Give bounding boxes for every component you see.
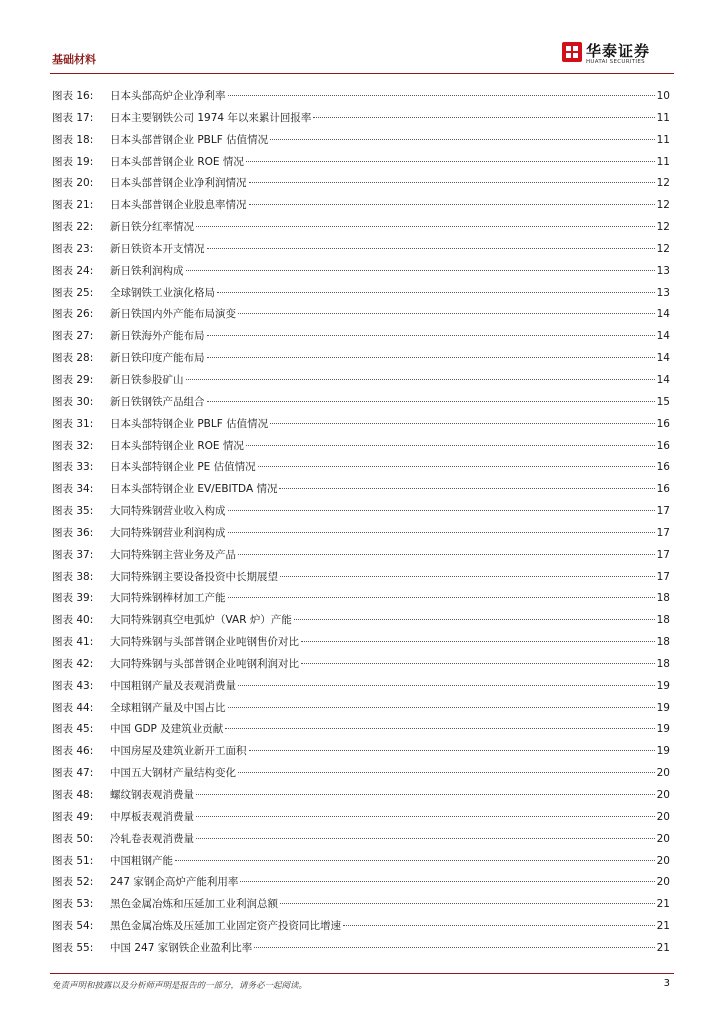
toc-entry[interactable] (52, 326, 670, 348)
toc-entry[interactable] (52, 370, 670, 392)
toc-entry-title: 大同特殊钢真空电弧炉（VAR 炉）产能 (110, 614, 292, 627)
toc-entry-number: 图表 45: (52, 723, 94, 736)
toc-entry-number: 图表 46: (52, 745, 94, 758)
toc-dot-leader (301, 641, 655, 642)
toc-entry-title: 日本头部普钢企业净利润情况 (110, 177, 247, 190)
toc-entry-number: 图表 23: (52, 242, 94, 255)
toc-entry-number: 图表 55: (52, 941, 94, 954)
logo-name-cn: 华泰证券 (586, 42, 651, 60)
toc-dot-leader (207, 401, 655, 402)
toc-entry[interactable] (52, 501, 670, 523)
toc-dot-leader (225, 728, 654, 729)
toc-entry-page: 19 (656, 745, 670, 758)
toc-entry[interactable] (52, 916, 670, 938)
toc-entry-number: 图表 52: (52, 876, 94, 889)
toc-dot-leader (207, 248, 655, 249)
toc-dot-leader (207, 335, 655, 336)
toc-entry-title: 全球钢铁工业演化格局 (110, 286, 215, 299)
toc-entry[interactable] (52, 719, 670, 741)
toc-dot-leader (207, 357, 655, 358)
toc-entry-page: 18 (656, 657, 670, 670)
toc-dot-leader (228, 597, 655, 598)
toc-entry[interactable] (52, 304, 670, 326)
toc-entry-title: 中国五大钢材产量结构变化 (110, 767, 236, 780)
toc-entry-title: 大同特殊钢主要设备投资中长期展望 (110, 570, 278, 583)
toc-entry-title: 中国房屋及建筑业新开工面积 (110, 745, 247, 758)
toc-entry[interactable] (52, 479, 670, 501)
toc-dot-leader (228, 707, 655, 708)
toc-dot-leader (196, 226, 655, 227)
toc-entry-page: 12 (656, 221, 670, 234)
toc-entry-number: 图表 32: (52, 439, 94, 452)
toc-entry[interactable] (52, 283, 670, 305)
toc-entry-number: 图表 21: (52, 199, 94, 212)
toc-dot-leader (228, 532, 655, 533)
toc-entry[interactable] (52, 676, 670, 698)
page-number: 3 (663, 978, 670, 989)
toc-entry-number: 图表 35: (52, 505, 94, 518)
toc-dot-leader (270, 139, 655, 140)
toc-entry-page: 16 (656, 417, 670, 430)
toc-entry-number: 图表 48: (52, 789, 94, 801)
toc-dot-leader (301, 663, 655, 664)
toc-dot-leader (238, 772, 655, 773)
toc-entry-page: 14 (656, 308, 670, 321)
toc-entry[interactable] (52, 261, 670, 283)
toc-entry[interactable] (52, 239, 670, 261)
toc-entry-number: 图表 25: (52, 286, 94, 299)
toc-dot-leader (238, 554, 655, 555)
toc-entry-page: 17 (656, 570, 670, 583)
toc-entry-title: 全球粗钢产量及中国占比 (110, 701, 226, 714)
toc-entry-title: 日本头部普钢企业股息率情况 (110, 199, 247, 212)
toc-entry-page: 11 (656, 155, 670, 168)
toc-entry[interactable] (52, 217, 670, 239)
toc-entry-title: 大同特殊钢棒材加工产能 (110, 592, 226, 605)
figure-list (52, 86, 670, 960)
toc-entry-title: 247 家钢企高炉产能利用率 (110, 876, 239, 889)
toc-entry-page: 14 (656, 330, 670, 343)
toc-entry[interactable] (52, 872, 670, 894)
toc-dot-leader (246, 161, 655, 162)
page-header (50, 36, 674, 72)
toc-entry-title: 螺纹钢表观消费量 (110, 789, 194, 801)
toc-entry-title: 日本头部特钢企业 PE 估值情况 (110, 461, 256, 474)
toc-entry-title: 新日铁利润构成 (110, 264, 184, 277)
toc-dot-leader (343, 925, 655, 926)
toc-entry[interactable] (52, 152, 670, 174)
toc-entry[interactable] (52, 894, 670, 916)
toc-entry-page: 20 (656, 854, 670, 867)
toc-entry-page: 10 (656, 90, 670, 102)
toc-entry-title: 中厚板表观消费量 (110, 810, 194, 823)
toc-entry-number: 图表 27: (52, 330, 94, 343)
toc-entry-number: 图表 53: (52, 898, 94, 911)
toc-dot-leader (240, 881, 654, 882)
toc-entry-title: 大同特殊钢主营业务及产品 (110, 548, 236, 561)
toc-entry-number: 图表 29: (52, 373, 94, 386)
toc-dot-leader (279, 488, 654, 489)
toc-dot-leader (186, 379, 655, 380)
toc-entry[interactable] (52, 763, 670, 785)
toc-dot-leader (313, 117, 654, 118)
toc-entry-title: 新日铁钢铁产品组合 (110, 395, 205, 408)
toc-entry-page: 14 (656, 373, 670, 386)
brand-logo (562, 40, 674, 70)
toc-entry-number: 图表 40: (52, 614, 94, 627)
toc-dot-leader (249, 204, 655, 205)
toc-entry-number: 图表 19: (52, 155, 94, 168)
toc-entry-number: 图表 36: (52, 526, 94, 539)
toc-entry[interactable] (52, 741, 670, 763)
toc-entry-number: 图表 16: (52, 90, 94, 102)
toc-entry-number: 图表 18: (52, 133, 94, 146)
footer-divider (50, 973, 674, 974)
toc-entry-number: 图表 54: (52, 920, 94, 933)
toc-entry-title: 中国 247 家钢铁企业盈利比率 (110, 941, 253, 954)
toc-dot-leader (246, 445, 655, 446)
toc-entry-title: 日本头部普钢企业 PBLF 估值情况 (110, 133, 269, 146)
toc-entry[interactable] (52, 108, 670, 130)
toc-dot-leader (228, 95, 655, 96)
toc-entry[interactable] (52, 523, 670, 545)
toc-entry-number: 图表 31: (52, 417, 94, 430)
toc-entry[interactable] (52, 457, 670, 479)
toc-entry[interactable] (52, 654, 670, 676)
toc-entry-title: 中国 GDP 及建筑业贡献 (110, 723, 224, 736)
toc-dot-leader (238, 685, 655, 686)
toc-entry-page: 19 (656, 679, 670, 692)
toc-entry-title: 大同特殊钢营业利润构成 (110, 526, 226, 539)
toc-entry-page: 17 (656, 526, 670, 539)
toc-entry-page: 18 (656, 614, 670, 627)
toc-entry-title: 日本头部特钢企业 ROE 情况 (110, 439, 244, 452)
toc-entry-page: 19 (656, 701, 670, 714)
toc-entry-page: 20 (656, 810, 670, 823)
toc-entry[interactable] (52, 698, 670, 720)
toc-entry-page: 18 (656, 592, 670, 605)
toc-entry-title: 大同特殊钢与头部普钢企业吨钢售价对比 (110, 636, 299, 649)
toc-entry-page: 19 (656, 723, 670, 736)
toc-dot-leader (196, 816, 655, 817)
toc-entry[interactable] (52, 195, 670, 217)
toc-entry-page: 13 (656, 264, 670, 277)
toc-dot-leader (238, 313, 655, 314)
toc-entry[interactable] (52, 829, 670, 851)
toc-entry-title: 黑色金属冶炼及压延加工业固定资产投资同比增速 (110, 920, 341, 933)
toc-dot-leader (294, 619, 655, 620)
toc-entry-title: 日本头部普钢企业 ROE 情况 (110, 155, 244, 168)
toc-entry-title: 新日铁资本开支情况 (110, 242, 205, 255)
toc-entry-title: 新日铁印度产能布局 (110, 352, 205, 365)
toc-entry-title: 冷轧卷表观消费量 (110, 832, 194, 845)
toc-dot-leader (254, 947, 654, 948)
toc-dot-leader (270, 423, 655, 424)
toc-entry-page: 15 (656, 395, 670, 408)
toc-dot-leader (196, 794, 655, 795)
toc-entry-number: 图表 34: (52, 483, 94, 496)
toc-entry-page: 20 (656, 832, 670, 845)
toc-entry-title: 新日铁海外产能布局 (110, 330, 205, 343)
toc-entry-number: 图表 47: (52, 767, 94, 780)
toc-entry[interactable] (52, 588, 670, 610)
toc-entry-page: 12 (656, 199, 670, 212)
toc-dot-leader (249, 750, 655, 751)
toc-entry-number: 图表 43: (52, 679, 94, 692)
toc-entry-number: 图表 17: (52, 111, 94, 124)
toc-entry[interactable] (52, 392, 670, 414)
toc-entry-title: 黑色金属冶炼和压延加工业利润总额 (110, 898, 278, 911)
toc-entry[interactable] (52, 414, 670, 436)
toc-dot-leader (228, 510, 655, 511)
toc-dot-leader (196, 838, 655, 839)
section-label: 基础材料 (52, 53, 96, 66)
toc-entry-title: 新日铁分红率情况 (110, 221, 194, 234)
toc-entry-number: 图表 42: (52, 657, 94, 670)
toc-entry-page: 21 (656, 941, 670, 954)
toc-dot-leader (217, 292, 655, 293)
footer-disclaimer: 免责声明和披露以及分析师声明是报告的一部分，请务必一起阅读。 (52, 981, 308, 991)
toc-entry-number: 图表 20: (52, 177, 94, 190)
toc-entry-page: 20 (656, 876, 670, 889)
toc-entry-page: 11 (656, 133, 670, 146)
toc-entry-number: 图表 41: (52, 636, 94, 649)
toc-dot-leader (258, 466, 655, 467)
toc-entry-number: 图表 50: (52, 832, 94, 845)
toc-entry-title: 中国粗钢产量及表观消费量 (110, 679, 236, 692)
toc-entry-page: 21 (656, 898, 670, 911)
toc-dot-leader (280, 576, 655, 577)
toc-entry-number: 图表 24: (52, 264, 94, 277)
toc-entry-page: 14 (656, 352, 670, 365)
toc-entry-page: 12 (656, 242, 670, 255)
toc-entry-number: 图表 28: (52, 352, 94, 365)
toc-entry-page: 16 (656, 439, 670, 452)
toc-entry-number: 图表 37: (52, 548, 94, 561)
toc-dot-leader (249, 182, 655, 183)
toc-dot-leader (280, 903, 655, 904)
toc-entry-page: 20 (656, 767, 670, 780)
toc-entry-title: 中国粗钢产能 (110, 854, 173, 867)
toc-entry[interactable] (52, 436, 670, 458)
toc-dot-leader (186, 270, 655, 271)
toc-entry-number: 图表 26: (52, 308, 94, 321)
toc-entry[interactable] (52, 86, 670, 108)
toc-entry-page: 11 (656, 111, 670, 124)
toc-entry-page: 16 (656, 483, 670, 496)
toc-entry-number: 图表 51: (52, 854, 94, 867)
toc-entry-number: 图表 22: (52, 221, 94, 234)
toc-entry-number: 图表 49: (52, 810, 94, 823)
logo-name-en: HUATAI SECURITIES (586, 59, 645, 65)
header-divider (50, 73, 674, 74)
toc-entry[interactable] (52, 567, 670, 589)
toc-entry[interactable] (52, 632, 670, 654)
toc-entry-page: 21 (656, 920, 670, 933)
toc-entry-page: 16 (656, 461, 670, 474)
toc-entry-page: 18 (656, 636, 670, 649)
toc-entry-number: 图表 44: (52, 701, 94, 714)
toc-entry-title: 大同特殊钢与头部普钢企业吨钢利润对比 (110, 657, 299, 670)
toc-entry-page: 17 (656, 505, 670, 518)
toc-entry[interactable] (52, 173, 670, 195)
toc-entry-title: 日本头部特钢企业 EV/EBITDA 情况 (110, 483, 278, 496)
toc-entry-page: 17 (656, 548, 670, 561)
huatai-logo-icon (562, 42, 582, 62)
toc-entry[interactable] (52, 130, 670, 152)
toc-entry-title: 日本头部高炉企业净利率 (110, 90, 226, 102)
toc-entry[interactable] (52, 807, 670, 829)
toc-entry[interactable] (52, 610, 670, 632)
toc-entry[interactable] (52, 785, 670, 807)
toc-entry-title: 新日铁参股矿山 (110, 373, 184, 386)
toc-entry[interactable] (52, 938, 670, 960)
toc-entry-title: 新日铁国内外产能布局演变 (110, 308, 236, 321)
toc-entry-number: 图表 39: (52, 592, 94, 605)
toc-entry[interactable] (52, 348, 670, 370)
toc-entry-title: 大同特殊钢营业收入构成 (110, 505, 226, 518)
toc-entry-page: 13 (656, 286, 670, 299)
toc-entry-page: 20 (656, 789, 670, 801)
toc-entry[interactable] (52, 545, 670, 567)
toc-entry-number: 图表 38: (52, 570, 94, 583)
toc-entry-title: 日本头部特钢企业 PBLF 估值情况 (110, 417, 269, 430)
toc-entry-number: 图表 30: (52, 395, 94, 408)
toc-dot-leader (175, 860, 655, 861)
toc-entry-page: 12 (656, 177, 670, 190)
toc-entry-number: 图表 33: (52, 461, 94, 474)
toc-entry[interactable] (52, 851, 670, 873)
toc-entry-title: 日本主要钢铁公司 1974 年以来累计回报率 (110, 111, 312, 124)
